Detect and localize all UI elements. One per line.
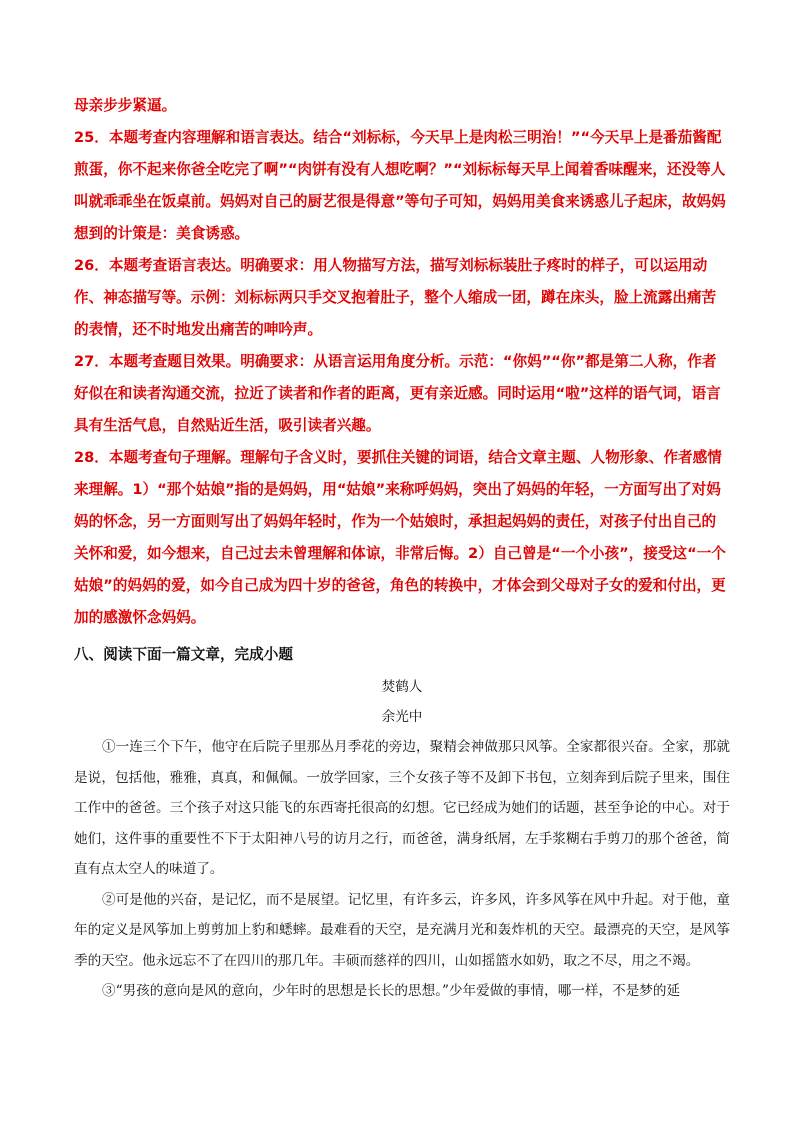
answer-25: 25．本题考查内容理解和语言表达。结合“刘标标，今天早上是肉松三明治！”“今天早上是番茄酱配煎蛋，你不起来你爸全吃完了啊”“肉饼有没有人想吃啊？”“刘标标每天早上闻着香味醒来，还没等人叫就乖乖坐在饭桌前。妈妈对自己的厨艺很是得意”等句子可知，妈妈用美食来诱惑儿子起床，故妈妈想到的计策是：美食诱惑。 [74, 129, 726, 242]
page-content [74, 90, 730, 1007]
article-body [74, 732, 730, 1007]
section-heading: 八、阅读下面一篇文章，完成小题 [74, 646, 293, 663]
article-paragraph-2: ②可是他的兴奋，是记忆，而不是展望。记忆里，有许多云，许多风，许多风筝在风中升起。对于他，童年的定义是风筝加上剪剪加上豹和蟋蟀。最难看的天空，是充满月光和轰炸机的天空。最漂亮的天空，是风筝季的天空。他永远忘不了在四川的那几年。丰硕而慈祥的四川，山如摇篮水如奶，取之不尽，用之不竭。 [74, 891, 730, 969]
article-paragraph-1: ①一连三个下午，他守在后院子里那丛月季花的旁边，聚精会神做那只风筝。全家都很兴奋。全家，那就是说，包括他，雅雅，真真，和佩佩。一放学回家，三个女孩子等不及卸下书包，立刻奔到后院子里来，围住工作中的爸爸。三个孩子对这只能飞的东西寄托很高的幻想。它已经成为她们的话题，甚至争论的中心。对于她们，这件事的重要性不下于太阳神八号的访月之行，而爸爸，满身纸屑，左手浆糊右手剪刀的那个爸爸，简直有点太空人的味道了。 [74, 739, 730, 877]
answer-26: 26．本题考查语言表达。明确要求：用人物描写方法，描写刘标标装肚子疼时的样子，可以运用动作、神态描写等。示例：刘标标两只手交叉抱着肚子，整个人缩成一团，蹲在床头，脸上流露出痛苦的表情，还不时地发出痛苦的呻吟声。 [74, 257, 717, 338]
answer-24-tail: 母亲步步紧逼。 [74, 97, 177, 114]
answer-explanations [74, 90, 730, 634]
article-author: 余光中 [381, 709, 423, 725]
answer-27: 27．本题考查题目效果。明确要求：从语言运用角度分析。示范：“你妈”“你”都是第二人称，作者好似在和读者沟通交流，拉近了读者和作者的距离，更有亲近感。同时运用“啦”这样的语气词，语言具有生活气息，自然贴近生活，吸引读者兴趣。 [74, 353, 721, 434]
article-paragraph-3: ③“男孩的意向是风的意向，少年时的思想是长长的思想。”少年爱做的事情，哪一样，不是梦的延 [102, 983, 681, 999]
article-title: 焚鹤人 [381, 679, 423, 695]
answer-28: 28．本题考查句子理解。理解句子含义时，要抓住关键的词语，结合文章主题、人物形象、作者感情来理解。1）“那个姑娘”指的是妈妈，用“姑娘”来称呼妈妈，突出了妈妈的年轻，一方面写出了对妈妈的怀念，另一方面则写出了妈妈年轻时，作为一个姑娘时，承担起妈妈的责任，对孩子付出自己的关怀和爱，如今想来，自己过去未曾理解和体谅，非常后悔。2）自己曾是“一个小孩”，接受这“一个姑娘”的妈妈的爱，如今自己成为四十岁的爸爸，角色的转换中，才体会到父母对子女的爱和付出，更加的感激怀念妈妈。 [74, 449, 726, 626]
